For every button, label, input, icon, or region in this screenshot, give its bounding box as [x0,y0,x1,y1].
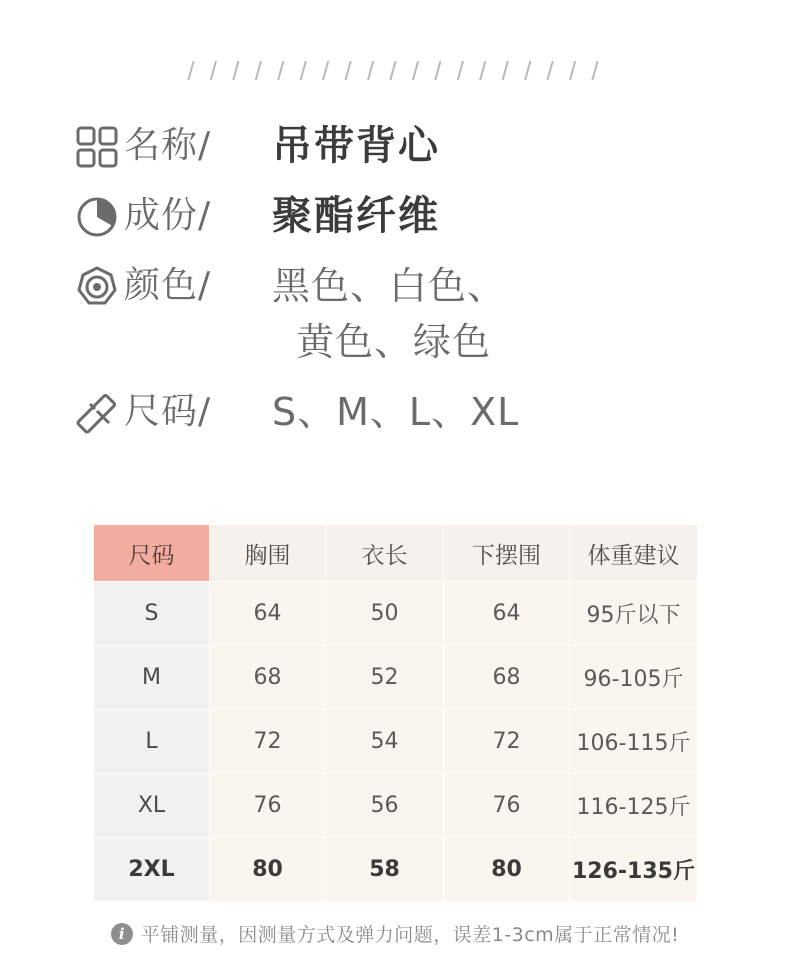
ruler-pencil-icon [70,386,124,440]
cell-length: 54 [326,710,444,774]
cell-size: S [94,582,210,646]
table-header-row [94,525,698,582]
table-header-weight: 体重建议 [570,525,698,582]
cell-weight: 95斤以下 [570,582,698,646]
spec-value-size: S、M、L、XL [272,390,520,434]
info-icon: i [111,923,133,945]
spec-row-name [70,118,720,174]
table-row [94,582,698,646]
cell-weight: 106-115斤 [570,710,698,774]
cell-bust: 72 [210,710,326,774]
table-row [94,646,698,710]
spec-row-color [70,258,720,370]
cell-bust: 64 [210,582,326,646]
table-header-size: 尺码 [94,525,210,582]
table-header-length: 衣长 [326,525,444,582]
cell-hem: 68 [444,646,570,710]
cell-hem: 80 [444,838,570,902]
table-header-hem: 下摆围 [444,525,570,582]
cell-weight: 116-125斤 [570,774,698,838]
size-table [93,524,698,902]
spec-value-name: 吊带背心 [272,123,440,169]
cell-length: 52 [326,646,444,710]
cell-size: M [94,646,210,710]
cell-bust: 76 [210,774,326,838]
spec-value-color-line1: 黑色、白色、 [272,264,507,308]
table-row [94,710,698,774]
spec-value-color [272,258,506,370]
size-table-wrapper [93,524,697,902]
color-circle-icon [70,260,124,314]
cell-length: 56 [326,774,444,838]
cell-length: 50 [326,582,444,646]
measurement-note-text: 平铺测量，因测量方式及弹力问题，误差1-3cm属于正常情况! [140,924,680,946]
cell-size: 2XL [94,838,210,902]
table-row [94,774,698,838]
decorative-slashes: / / / / / / / / / / / / / / / / / / / [187,56,603,86]
spec-value-material: 聚酯纤维 [272,193,440,239]
cell-length: 58 [326,838,444,902]
cell-bust: 80 [210,838,326,902]
table-header-bust: 胸围 [210,525,326,582]
spec-label-size: 尺码/ [124,391,212,432]
cell-weight: 96-105斤 [570,646,698,710]
spec-label-material: 成份/ [124,195,212,236]
cell-hem: 72 [444,710,570,774]
spec-row-size [70,384,720,440]
cell-size: XL [94,774,210,838]
grid-squares-icon [70,120,124,174]
cell-size: L [94,710,210,774]
spec-label-name: 名称/ [124,125,212,166]
table-row [94,838,698,902]
spec-value-color-line2: 黄色、绿色 [296,320,492,364]
pie-chart-icon [70,190,124,244]
spec-list [70,118,720,454]
cell-hem: 76 [444,774,570,838]
cell-hem: 64 [444,582,570,646]
spec-row-material [70,188,720,244]
cell-bust: 68 [210,646,326,710]
measurement-note [0,920,790,947]
spec-label-color: 颜色/ [124,265,212,306]
cell-weight: 126-135斤 [570,838,698,902]
